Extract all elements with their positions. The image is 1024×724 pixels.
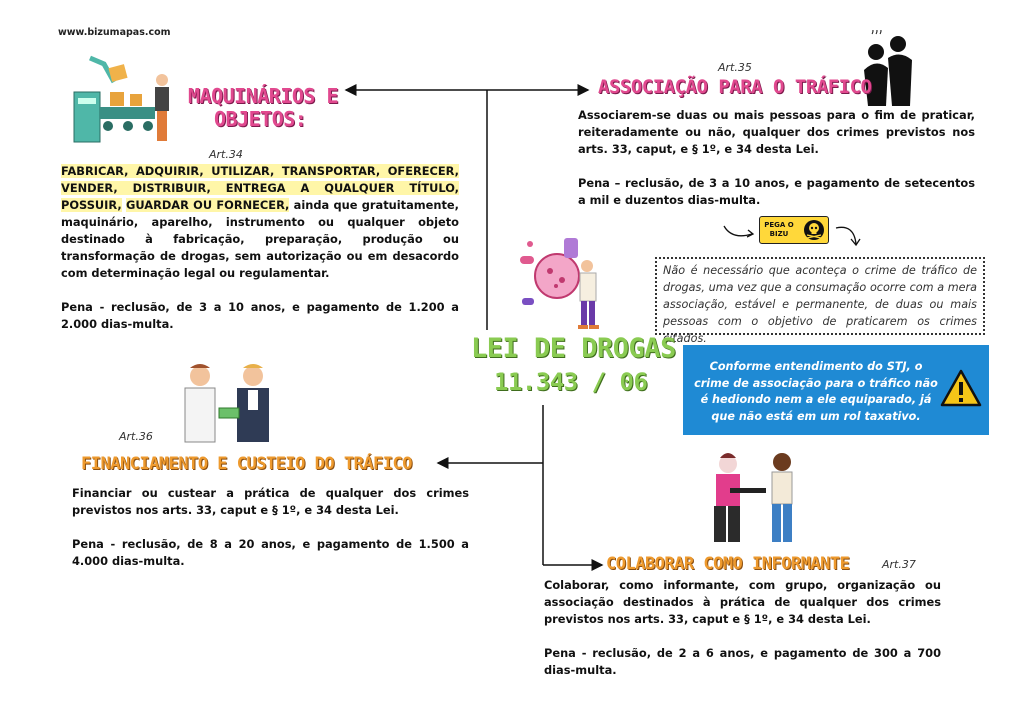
- art34-title-line1: MAQUINÁRIOS E: [188, 84, 339, 108]
- art37-label: Art.37: [882, 558, 916, 571]
- art37-penalty: Pena - reclusão, de 2 a 6 anos, e pagamento de 300 a 700 dias-multa.: [544, 646, 941, 677]
- art37-title: COLABORAR COMO INFORMANTE: [606, 554, 850, 574]
- art36-body: Financiar ou custear a prática de qualquer dos crimes previstos nos arts. 33, caput e § 1º, e 34 desta Lei.: [72, 486, 469, 517]
- center-title: LEI DE DROGAS: [471, 333, 676, 364]
- skull-icon: [803, 219, 825, 241]
- site-url: www.bizumapas.com: [58, 27, 171, 38]
- pega-o-bizu-badge: [759, 216, 829, 244]
- center-subtitle: 11.343 / 06: [494, 368, 648, 396]
- money-exchange-illustration: [175, 362, 280, 444]
- art36-label: Art.36: [119, 430, 153, 443]
- stj-box: [683, 345, 989, 435]
- curved-arrow-icon: [834, 222, 864, 248]
- badge-line1: PEGA O: [764, 221, 794, 229]
- art37-body: Colaborar, como informante, com grupo, organização ou associação destinados à prática de qualquer dos crimes previstos nos arts. 33, caput e § 1º, e 34 desta Lei.: [544, 578, 941, 626]
- art35-label: Art.35: [718, 61, 752, 74]
- art36-penalty: Pena - reclusão, de 8 a 20 anos, e pagamento de 1.500 a 4.000 dias-multa.: [72, 537, 469, 568]
- art34-label: Art.34: [209, 148, 243, 161]
- warning-icon: [939, 367, 983, 411]
- art34-highlight-2: VENDER, DISTRIBUIR, ENTREGA A QUALQUER TÍTULO, POSSUIR,: [61, 181, 459, 212]
- art34-text: [61, 163, 459, 333]
- bizu-note: Não é necessário que aconteça o crime de tráfico de drogas, uma vez que a consumação ocorre com a mera associação, estável e permanente, de duas ou mais pessoas com o objetivo de praticarem os crimes citados.: [655, 257, 985, 335]
- art36-text: [72, 485, 469, 570]
- art34-highlight-3: GUARDAR OU FORNECER,: [126, 198, 290, 212]
- scientist-pills-illustration: [512, 236, 617, 332]
- factory-workers-illustration: [70, 52, 185, 144]
- art37-text: [544, 577, 941, 679]
- curved-arrow-icon: [722, 222, 756, 242]
- art35-text: [578, 107, 975, 209]
- art35-body: Associarem-se duas ou mais pessoas para o fim de praticar, reiteradamente ou não, qualquer dos crimes previstos nos arts. 33, caput, e § 1º, e 34 desta Lei.: [578, 108, 975, 156]
- badge-line2: BIZU: [769, 230, 789, 238]
- art36-title: FINANCIAMENTO E CUSTEIO DO TRÁFICO: [81, 454, 412, 474]
- art35-penalty: Pena – reclusão, de 3 a 10 anos, e pagamento de setecentos a mil e duzentos dias-multa.: [578, 176, 975, 207]
- art34-penalty: Pena - reclusão, de 3 a 10 anos, e pagamento de 1.200 a 2.000 dias-multa.: [61, 300, 459, 331]
- art34-body: ainda que gratuitamente, maquinário, aparelho, instrumento ou qualquer objeto destinado à fabricação, preparação, produção ou transformação de drogas, sem autorização ou em desacordo com determinação legal ou regulamentar.: [61, 198, 459, 280]
- stj-text: Conforme entendimento do STJ, o crime de associação para o tráfico não é hediondo nem a ele equiparado, já que não está em um rol taxativo.: [694, 360, 938, 423]
- art34-highlight-1: FABRICAR, ADQUIRIR, UTILIZAR, TRANSPORTAR, OFERECER,: [61, 164, 459, 178]
- art34-title-line2: OBJETOS:: [214, 107, 307, 131]
- informant-illustration: [700, 450, 810, 546]
- art35-title: ASSOCIAÇÃO PARA O TRÁFICO: [598, 76, 872, 98]
